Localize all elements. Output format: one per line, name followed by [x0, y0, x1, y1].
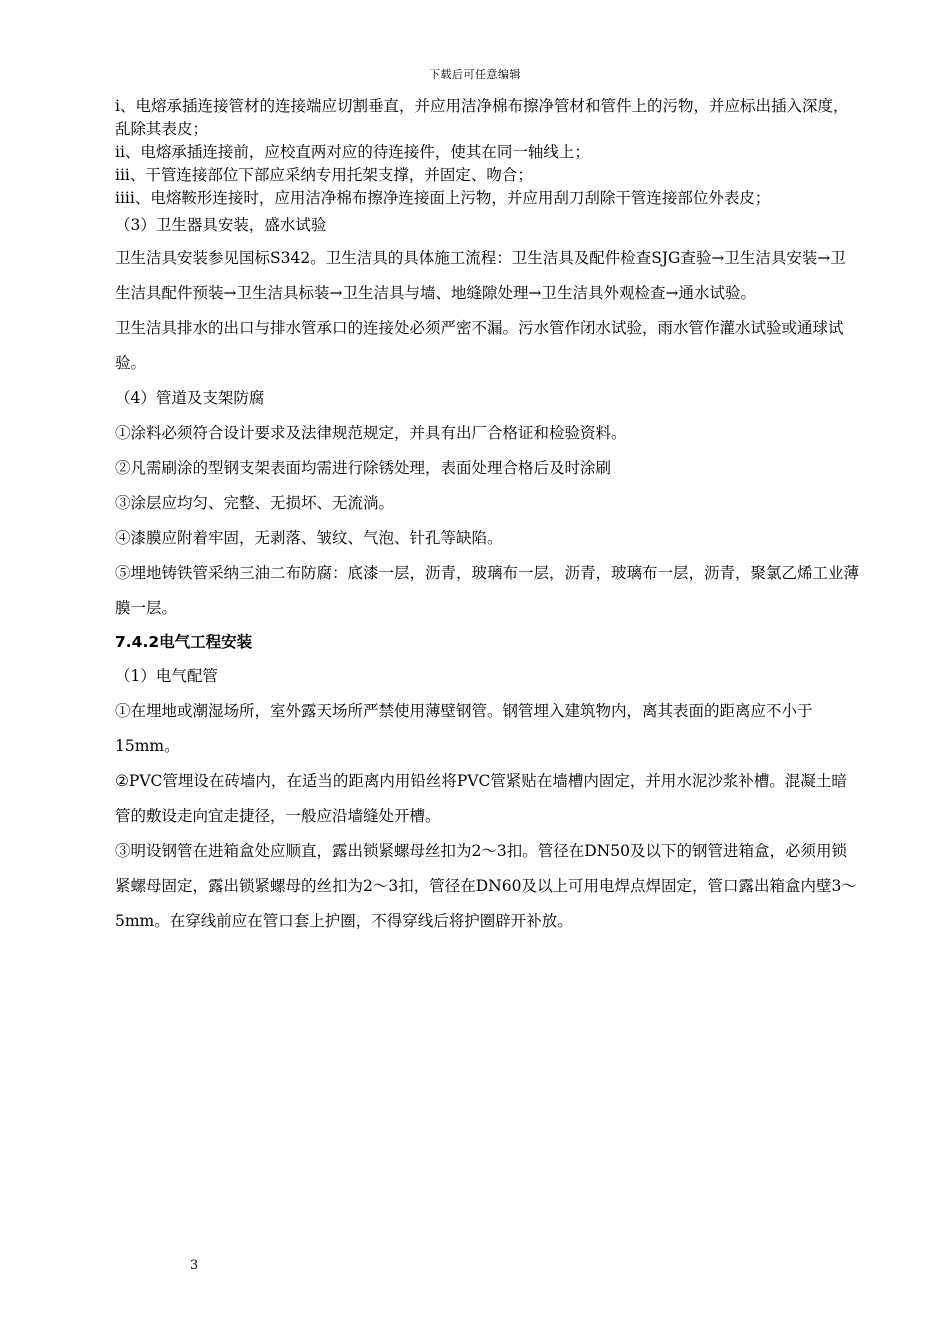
list-item-coating-requirements: ①涂料必须符合设计要求及法律规范规定，并具有出厂合格证和检验资料。 [115, 424, 627, 442]
list-item-buried-pipe-anticorrosion: ⑤埋地铸铁管采纳三油二布防腐：底漆一层，沥青，玻璃布一层，沥青，玻璃布一层，沥青，聚氯乙烯工业薄膜一层。 [115, 564, 860, 617]
paragraph-electrofusion-alignment: ii、电熔承插连接前，应校直两对应的待连接件，使其在同一轴线上； [115, 143, 590, 161]
paragraph-electrofusion-socket-prep: i、电熔承插连接管材的连接端应切割垂直，并应用洁净棉布擦净管材和管件上的污物，并应标出插入深度，乱除其表皮； [115, 97, 849, 138]
paragraph-sanitary-drainage: 卫生洁具排水的出口与排水管承口的连接处必须严密不漏。污水管作闭水试验，雨水管作灌水试验或通球试验。 [115, 319, 844, 372]
paragraph-main-pipe-support: iii、干管连接部位下部应采纳专用托架支撑，并固定、吻合； [115, 166, 533, 184]
page-header: 下载后可任意编辑 [429, 68, 521, 81]
paragraph-sanitary-process: 卫生洁具安装参见国标S342。卫生洁具的具体施工流程：卫生洁具及配件检查SJG查验→卫生洁具安装→卫生洁具配件预装→卫生洁具标装→卫生洁具与墙、地缝隙处理→卫生洁具外观检查→通水试验。 [115, 249, 846, 302]
subsection-electrical-conduit: （1）电气配管 [115, 667, 218, 685]
list-item-film-adhesion: ④漆膜应附着牢固，无剥落、皱纹、气泡、针孔等缺陷。 [115, 529, 503, 547]
list-item-thin-wall-steel: ①在埋地或潮湿场所，室外露天场所严禁使用薄壁钢管。钢管埋入建筑物内，离其表面的距离应不小于15mm。 [115, 702, 813, 755]
page-number: 3 [190, 1258, 199, 1273]
list-item-pvc-conduit: ②PVC管埋设在砖墙内，在适当的距离内用铅丝将PVC管紧贴在墙槽内固定，并用水泥沙浆补槽。混凝土暗管的敷设走向宜走捷径，一般应沿墙缝处开槽。 [115, 772, 847, 825]
subsection-anticorrosion: （4）管道及支架防腐 [115, 389, 265, 407]
section-heading-electrical: 7.4.2电气工程安装 [115, 633, 253, 651]
list-item-coating-uniform: ③涂层应均匀、完整、无损坏、无流淌。 [115, 494, 395, 512]
list-item-rust-removal: ②凡需刷涂的型钢支架表面均需进行除锈处理，表面处理合格后及时涂刷 [115, 459, 612, 477]
list-item-exposed-steel-conduit: ③明设钢管在进箱盒处应顺直，露出锁紧螺母丝扣为2～3扣。管径在DN50及以下的钢管进箱盒，必须用锁紧螺母固定，露出锁紧螺母的丝扣为2～3扣，管径在DN60及以上可用电焊点焊固定，管口露出箱盒内壁3～5mm。在穿线前应在管口套上护圈，不得穿线后将护圈辟开补放。 [115, 842, 857, 930]
document-body [115, 95, 860, 939]
paragraph-saddle-connection: iiii、电熔鞍形连接时，应用洁净棉布擦净连接面上污物，并应用刮刀刮除干管连接部位外表皮； [115, 189, 771, 207]
subsection-sanitary-fixtures: （3）卫生器具安装，盛水试验 [115, 216, 327, 234]
